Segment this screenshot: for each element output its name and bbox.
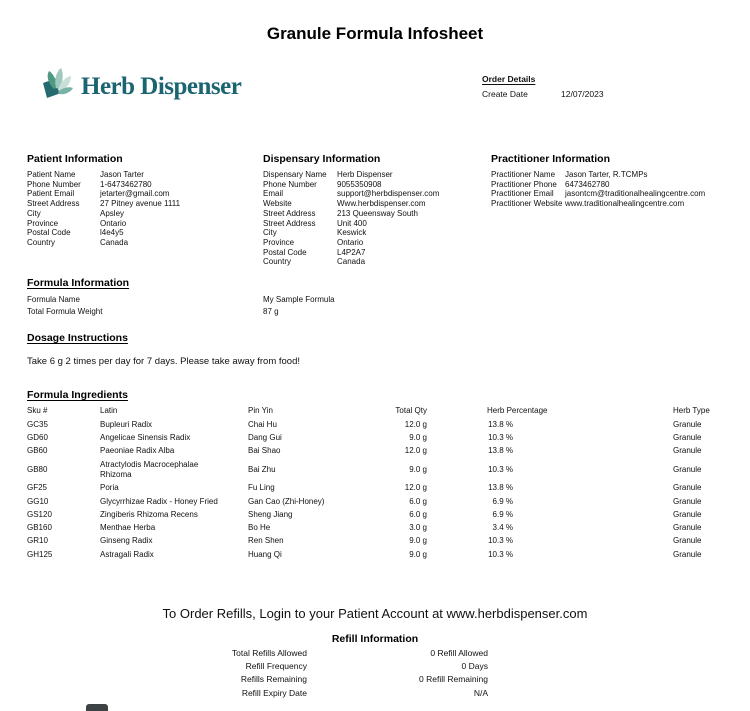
dispensary-info-row (263, 248, 439, 258)
refill-info-value: 0 Refill Allowed (430, 648, 488, 658)
patient-info-label: Patient Email (27, 189, 75, 199)
ingredient-row (27, 445, 730, 458)
dosage-instructions-text: Take 6 g 2 times per day for 7 days. Please take away from food! (27, 356, 300, 367)
dispensary-info-value: Www.herbdispenser.com (337, 199, 426, 209)
refill-info-value: 0 Days (461, 661, 488, 672)
dispensary-info-row (263, 170, 439, 180)
dispensary-info-label: City (263, 228, 277, 238)
patient-info-label: Postal Code (27, 228, 71, 238)
ingredient-latin: Astragali Radix (100, 549, 154, 559)
herb-dispenser-logo (40, 67, 241, 107)
ingredient-sku: GB160 (27, 523, 52, 533)
patient-info-row (27, 180, 180, 190)
ingredients-table (27, 405, 730, 562)
dispensary-info-row (263, 209, 439, 219)
order-detail-label: Create Date (482, 89, 528, 99)
leaf-logo-icon (40, 67, 76, 107)
dispensary-info-row (263, 257, 439, 267)
refill-info-label: Total Refills Allowed (231, 648, 307, 658)
patient-info-value: Apsley (100, 208, 125, 218)
dispensary-info-row (263, 228, 439, 238)
ingredient-qty: 12.0 g (404, 446, 427, 456)
refill-cta-text: To Order Refills, Login to your Patient Account at www.herbdispenser.com (162, 606, 588, 621)
refill-info-label: Refills Remaining (240, 674, 307, 685)
order-details-heading: Order Details (482, 74, 536, 84)
ingredient-type: Granule (673, 446, 702, 456)
ingredient-type: Granule (673, 536, 702, 546)
dispensary-info-value: 213 Queensway South (337, 208, 418, 218)
ingredient-sku: GH125 (27, 549, 53, 559)
ingredient-qty: 6.0 g (409, 509, 427, 519)
ingredient-latin: Paeoniae Radix Alba (100, 446, 175, 456)
ingredient-latin: Ginseng Radix (100, 536, 153, 546)
refill-info-value: N/A (473, 687, 488, 698)
dispensary-info-value: Ontario (337, 237, 364, 247)
ingredient-pinyin: Chai Hu (248, 419, 277, 429)
practitioner-info-row (491, 189, 705, 199)
ingredient-row (27, 418, 730, 431)
refill-information-heading-text: Refill Information (331, 633, 419, 645)
logo-wordmark: Herb Dispenser (81, 73, 242, 100)
ingredient-qty: 12.0 g (404, 483, 427, 493)
practitioner-information-rows (491, 170, 705, 209)
ingredient-row (27, 548, 730, 561)
dispensary-info-row (263, 180, 439, 190)
dispensary-info-value: Canada (337, 257, 366, 267)
formula-info-row (27, 306, 335, 318)
dispensary-info-value: 9055350908 (337, 179, 382, 189)
patient-information-section (27, 153, 180, 248)
ingredient-pinyin: Fu Ling (248, 483, 275, 493)
ingredient-type: Granule (673, 549, 702, 559)
ingredient-pinyin: Sheng Jiang (248, 509, 293, 519)
practitioner-info-label: Practitioner Phone (491, 179, 557, 189)
column-header-latin: Latin (100, 406, 118, 416)
dispensary-info-label: Dispensary Name (263, 170, 327, 179)
dispensary-info-value: Unit 400 (337, 218, 367, 228)
dosage-instructions-heading: Dosage Instructions (27, 332, 128, 344)
column-header-qty: Total Qty (395, 406, 427, 416)
patient-info-value: 1-6473462780 (100, 179, 152, 189)
patient-info-value: Ontario (100, 218, 127, 228)
patient-info-row (27, 238, 180, 248)
formula-info-value: 87 g (263, 306, 279, 316)
order-detail-value: 12/07/2023 (561, 89, 604, 99)
dispensary-info-label: Email (263, 189, 284, 199)
ingredient-qty: 3.0 g (409, 523, 427, 533)
ingredient-pct: 13.8 % (488, 483, 513, 493)
practitioner-info-value: 6473462780 (565, 179, 610, 189)
ingredient-row (27, 508, 730, 521)
dispensary-info-label: Phone Number (263, 179, 317, 189)
ingredient-pinyin: Dang Gui (248, 432, 282, 442)
patient-info-label: City (27, 208, 41, 218)
formula-ingredients-heading: Formula Ingredients (27, 389, 128, 401)
ingredient-type: Granule (673, 432, 702, 442)
practitioner-info-value: Jason Tarter, R.TCMPs (565, 170, 648, 179)
ingredient-pinyin: Bai Zhu (248, 464, 276, 474)
patient-info-row (27, 189, 180, 199)
refill-info-label: Refill Expiry Date (241, 687, 307, 698)
practitioner-info-row (491, 180, 705, 190)
patient-info-label: Province (27, 218, 59, 228)
dispensary-information-section (263, 153, 439, 267)
ingredient-latin: Angelicae Sinensis Radix (100, 432, 191, 442)
ingredient-qty: 9.0 g (409, 536, 427, 546)
ingredient-pinyin: Ren Shen (248, 536, 284, 546)
ingredient-pinyin: Gan Cao (Zhi-Honey) (248, 496, 325, 506)
order-detail-row (482, 89, 604, 99)
formula-information-rows (27, 294, 335, 317)
patient-info-value: Canada (100, 237, 129, 247)
ingredient-sku: GS120 (27, 509, 52, 519)
patient-info-label: Patient Name (27, 170, 76, 179)
practitioner-info-row (491, 199, 705, 209)
practitioner-info-label: Practitioner Email (491, 189, 554, 199)
ingredient-qty: 9.0 g (409, 464, 427, 474)
ingredient-latin: Bupleuri Radix (100, 419, 153, 429)
dispensary-info-row (263, 238, 439, 248)
ingredients-table-body (27, 418, 730, 561)
patient-info-label: Country (27, 237, 56, 247)
refill-information-rows (140, 647, 488, 700)
patient-info-row (27, 228, 180, 238)
ingredient-pct: 10.3 % (488, 432, 513, 442)
dispensary-info-value: Keswick (337, 228, 367, 238)
ingredient-latin: Atractylodis Macrocephalae Rhizoma (100, 459, 199, 480)
dispensary-info-row (263, 219, 439, 229)
patient-info-value: 27 Pitney avenue 1111 (100, 199, 181, 209)
patient-info-label: Phone Number (27, 179, 81, 189)
ingredient-type: Granule (673, 483, 702, 493)
practitioner-information-section (491, 153, 705, 209)
dispensary-info-label: Website (263, 199, 292, 209)
ingredient-row (27, 432, 730, 445)
order-details-section (482, 74, 604, 99)
patient-info-value: l4e4y5 (100, 228, 124, 238)
ingredient-pct: 10.3 % (488, 536, 513, 546)
column-header-sku: Sku # (27, 406, 48, 416)
ingredient-type: Granule (673, 523, 702, 533)
patient-info-row (27, 199, 180, 209)
ingredients-header-row (27, 405, 730, 418)
formula-info-label: Formula Name (27, 295, 80, 304)
formula-info-value: My Sample Formula (263, 295, 335, 304)
formula-info-label: Total Formula Weight (27, 306, 103, 316)
formula-ingredients-section (27, 389, 730, 562)
dispensary-info-label: Postal Code (263, 247, 307, 257)
page-title: Granule Formula Infosheet (266, 24, 484, 43)
practitioner-info-value: jasontcm@traditionalhealingcentre.com (565, 189, 706, 199)
ingredient-sku: GG10 (27, 496, 49, 506)
ingredient-qty: 12.0 g (404, 419, 427, 429)
ingredient-sku: GD60 (27, 432, 48, 442)
formula-information-heading: Formula Information (27, 277, 130, 289)
practitioner-info-value: www.traditionalhealingcentre.com (565, 199, 685, 209)
patient-info-value: Jason Tarter (100, 170, 144, 179)
ingredient-qty: 6.0 g (409, 496, 427, 506)
dispensary-info-label: Country (263, 257, 292, 267)
practitioner-info-row (491, 170, 705, 180)
dispensary-information-rows (263, 170, 439, 267)
ingredient-latin: Zingiberis Rhizoma Recens (100, 509, 198, 519)
formula-info-row (27, 294, 335, 306)
ingredient-type: Granule (673, 496, 702, 506)
ingredient-row (27, 535, 730, 548)
dispensary-info-label: Street Address (263, 208, 316, 218)
ingredient-qty: 9.0 g (409, 432, 427, 442)
dispensary-information-heading: Dispensary Information (263, 153, 381, 165)
ingredient-pct: 13.8 % (488, 446, 513, 456)
ingredient-sku: GB60 (27, 446, 48, 456)
formula-information-section (27, 277, 335, 317)
ingredient-pct: 6.9 % (492, 509, 513, 519)
ingredient-qty: 9.0 g (409, 549, 427, 559)
ingredient-latin: Menthae Herba (100, 523, 156, 533)
ingredient-pinyin: Bo He (248, 523, 271, 533)
ingredient-pct: 3.4 % (492, 523, 513, 533)
dispensary-info-value: L4P2A7 (337, 247, 366, 257)
ingredient-pct: 6.9 % (492, 496, 513, 506)
ingredient-row (27, 495, 730, 508)
dispensary-info-value: support@herbdispenser.com (337, 189, 440, 199)
dispensary-info-row (263, 189, 439, 199)
patient-information-heading: Patient Information (27, 153, 123, 165)
ingredient-sku: GB80 (27, 464, 48, 474)
refill-info-label: Refill Frequency (245, 661, 307, 672)
ingredient-row (27, 522, 730, 535)
ingredient-type: Granule (673, 419, 702, 429)
practitioner-information-heading: Practitioner Information (491, 153, 611, 165)
dosage-instructions-section (27, 332, 300, 367)
ingredient-pct: 10.3 % (488, 549, 513, 559)
refill-information-heading (0, 629, 750, 647)
ingredient-sku: GF25 (27, 483, 48, 493)
column-header-type: Herb Type (673, 406, 710, 416)
ingredient-latin: Glycyrrhizae Radix - Honey Fried (100, 496, 218, 506)
patient-info-row (27, 219, 180, 229)
refill-info-value: 0 Refill Remaining (419, 674, 488, 685)
practitioner-info-label: Practitioner Name (491, 170, 556, 179)
column-header-pinyin: Pin Yin (248, 406, 273, 416)
ingredient-pct: 13.8 % (488, 419, 513, 429)
practitioner-info-label: Practitioner Website (491, 199, 563, 209)
ingredient-latin: Poria (100, 483, 119, 493)
dispensary-info-label: Street Address (263, 218, 316, 228)
ingredient-type: Granule (673, 509, 702, 519)
dispensary-info-label: Province (263, 237, 295, 247)
ingredient-pinyin: Huang Qi (248, 549, 282, 559)
ingredient-sku: GR10 (27, 536, 48, 546)
page-edge-artifact (86, 704, 108, 711)
patient-information-rows (27, 170, 180, 248)
ingredient-type: Granule (673, 464, 702, 474)
patient-info-value: jetarter@gmail.com (100, 189, 170, 199)
ingredient-pinyin: Bai Shao (248, 446, 281, 456)
dispensary-info-row (263, 199, 439, 209)
ingredient-pct: 10.3 % (488, 464, 513, 474)
ingredient-row (27, 458, 730, 482)
patient-info-row (27, 209, 180, 219)
patient-info-row (27, 170, 180, 180)
column-header-pct: Herb Percentage (487, 406, 548, 416)
ingredient-sku: GC35 (27, 419, 48, 429)
order-details-rows (482, 89, 604, 99)
ingredient-row (27, 482, 730, 495)
patient-info-label: Street Address (27, 199, 80, 209)
dispensary-info-value: Herb Dispenser (337, 170, 393, 179)
